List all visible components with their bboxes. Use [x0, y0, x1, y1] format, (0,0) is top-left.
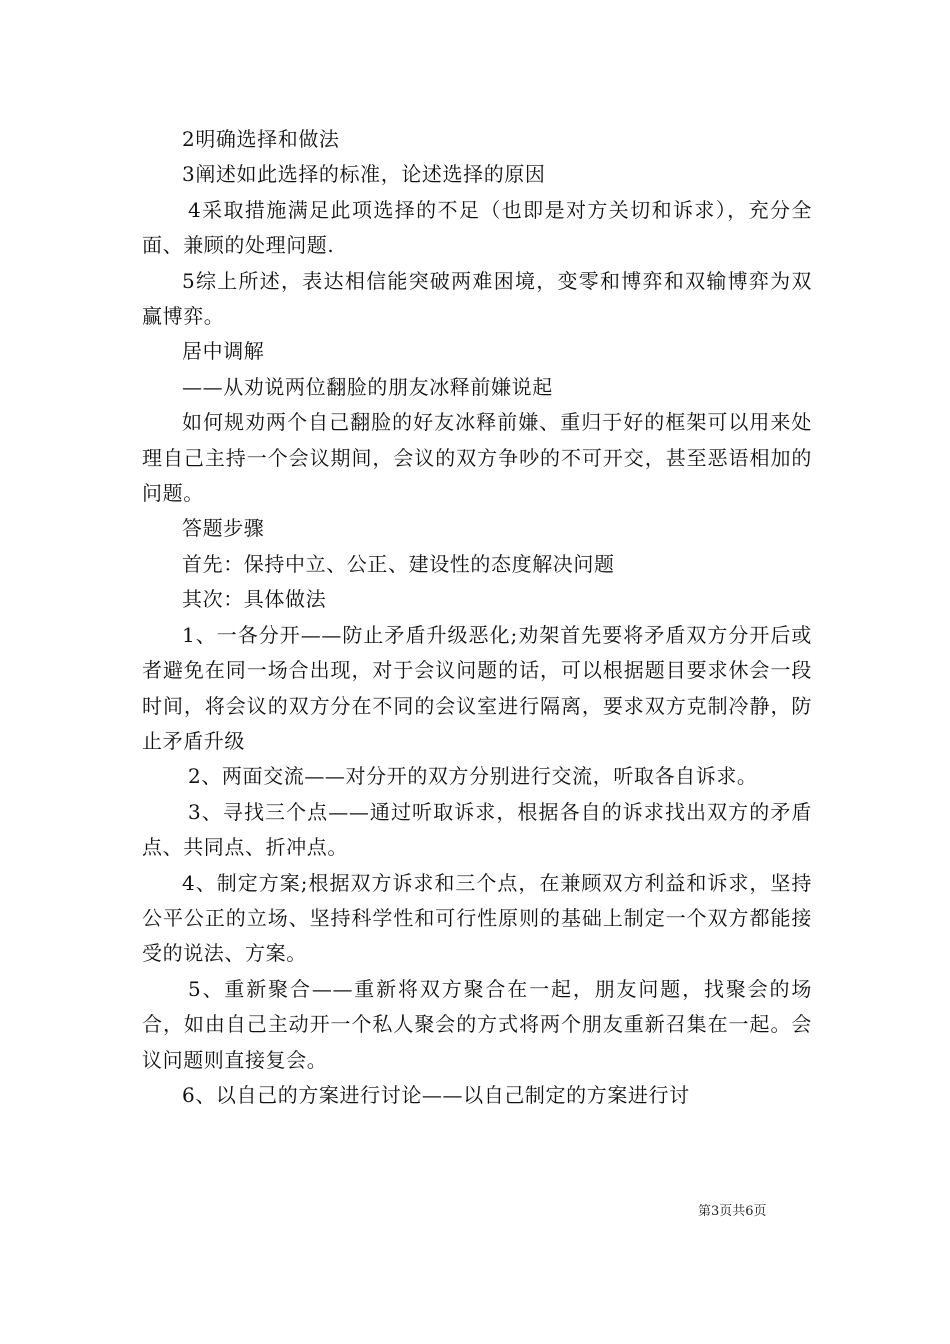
document-body [142, 122, 812, 1113]
page-number: 第3页共6页 [698, 1204, 767, 1219]
list-item-5: 5、重新聚合——重新将双方聚合在一起，朋友问题，找聚会的场合，如由自己主动开一个私人聚会的方式将两个朋友重新召集在一起。会议问题则直接复会。 [142, 976, 812, 1072]
list-item-3: 3、寻找三个点——通过听取诉求，根据各自的诉求找出双方的矛盾点、共同点、折冲点。 [142, 799, 812, 860]
list-item-4: 4、制定方案;根据双方诉求和三个点，在兼顾双方利益和诉求，坚持公平公正的立场、坚持科学性和可行性原则的基础上制定一个双方都能接受的说法、方案。 [142, 870, 812, 966]
list-item-6: 6、以自己的方案进行讨论——以自己制定的方案进行讨 [182, 1082, 690, 1107]
paragraph-first: 首先：保持中立、公正、建设性的态度解决问题 [182, 551, 615, 576]
paragraph-step-3: 3阐述如此选择的标准，论述选择的原因 [182, 162, 546, 187]
list-item-2: 2、两面交流——对分开的双方分别进行交流，听取各自诉求。 [188, 764, 758, 789]
paragraph-second: 其次：具体做法 [182, 587, 327, 612]
section-heading-mediation: 居中调解 [182, 339, 265, 364]
list-item-1: 1、一各分开——防止矛盾升级恶化;劝架首先要将矛盾双方分开后或者避免在同一场合出现，对于会议问题的话，可以根据题目要求休会一段时间，将会议的双方分在不同的会议室进行隔离，要求双方克制冷静，防止矛盾升级 [142, 622, 812, 753]
section-subtitle: ——从劝说两位翻脸的朋友冰释前嫌说起 [182, 374, 553, 399]
paragraph-framework-intro: 如何规劝两个自己翻脸的好友冰释前嫌、重归于好的框架可以用来处理自己主持一个会议期间，会议的双方争吵的不可开交，甚至恶语相加的问题。 [142, 410, 812, 506]
paragraph-step-2: 2明确选择和做法 [182, 127, 340, 151]
paragraph-step-4: 4采取措施满足此项选择的不足（也即是对方关切和诉求），充分全面、兼顾的处理问题. [142, 197, 812, 258]
heading-answer-steps: 答题步骤 [182, 516, 265, 541]
paragraph-step-5: 5综上所述，表达相信能突破两难困境，变零和博弈和双输博弈为双赢博弈。 [142, 268, 812, 329]
